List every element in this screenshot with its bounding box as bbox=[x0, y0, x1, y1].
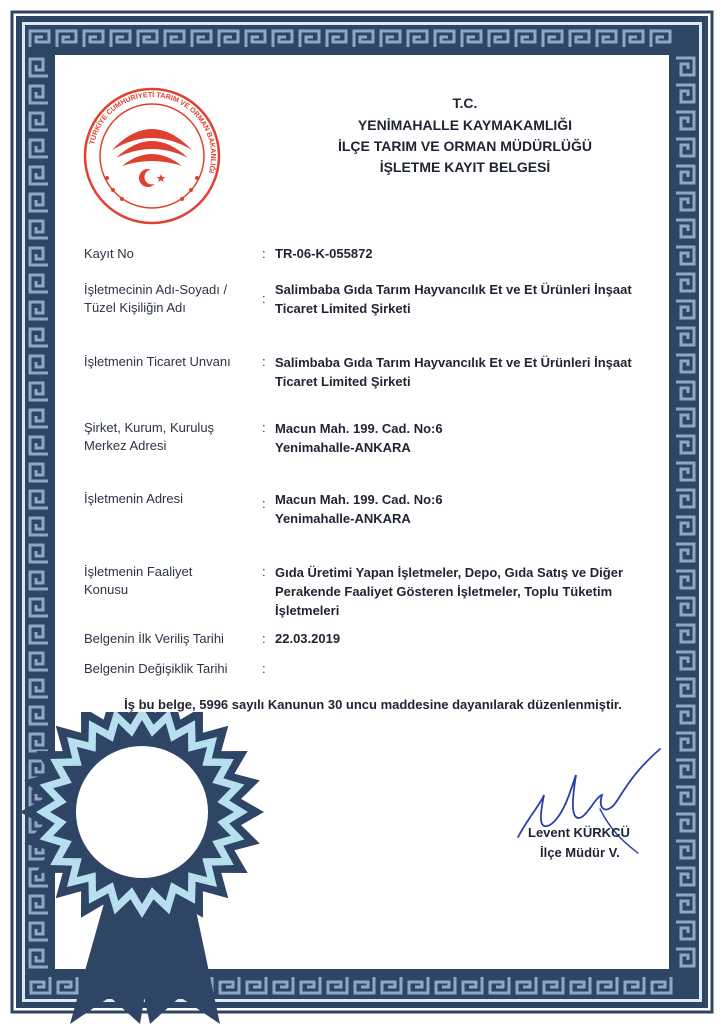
value-operator-name: Salimbaba Gıda Tarım Hayvancılık Et ve Et Ürünleri İnşaat Ticaret Limited Şirketi bbox=[275, 282, 632, 316]
signatory-name: Levent KÜRKCÜ bbox=[528, 825, 630, 840]
header-district: YENİMAHALLE KAYMAKAMLIĞI bbox=[357, 117, 573, 133]
ministry-logo-icon bbox=[82, 86, 222, 226]
label-registration-no: Kayıt No bbox=[84, 246, 134, 261]
colon: : bbox=[262, 291, 266, 306]
colon: : bbox=[262, 354, 266, 369]
header-directorate: İLÇE TARIM VE ORMAN MÜDÜRLÜĞÜ bbox=[337, 138, 593, 154]
logo-ring-text: TÜRKİYE CUMHURİYETİ TARIM VE ORMAN BAKANLIĞI bbox=[87, 89, 219, 175]
label-activity-subject: İşletmenin Faaliyet Konusu bbox=[84, 564, 193, 597]
label-hq-address: Şirket, Kurum, Kuruluş Merkez Adresi bbox=[84, 420, 215, 453]
label-trade-name: İşletmenin Ticaret Unvanı bbox=[84, 354, 231, 369]
signature-icon bbox=[510, 745, 680, 860]
document-title: İŞLETME KAYIT BELGESİ bbox=[379, 159, 551, 175]
label-business-address: İşletmenin Adresi bbox=[84, 491, 183, 506]
header-tc: T.C. bbox=[452, 95, 478, 111]
rosette-seal-icon bbox=[0, 712, 290, 1024]
colon: : bbox=[262, 564, 266, 579]
value-activity-subject: Gıda Üretimi Yapan İşletmeler, Depo, Gıda Satış ve Diğer Perakende Faaliyet Gösteren İşletmeler, Toplu Tüketim İşletmeleri bbox=[275, 565, 624, 618]
colon: : bbox=[262, 631, 266, 646]
signatory-title: İlçe Müdür V. bbox=[540, 845, 620, 860]
value-first-issue-date: 22.03.2019 bbox=[275, 631, 341, 646]
label-first-issue-date: Belgenin İlk Veriliş Tarihi bbox=[84, 631, 224, 646]
colon: : bbox=[262, 661, 266, 676]
colon: : bbox=[262, 496, 266, 511]
value-trade-name: Salimbaba Gıda Tarım Hayvancılık Et ve Et Ürünleri İnşaat Ticaret Limited Şirketi bbox=[275, 355, 632, 389]
legal-note: İş bu belge, 5996 sayılı Kanunun 30 uncu maddesine dayanılarak düzenlenmiştir. bbox=[124, 697, 622, 712]
label-operator-name: İşletmecinin Adı-Soyadı / Tüzel Kişiliğin Adı bbox=[84, 282, 228, 315]
value-business-address: Macun Mah. 199. Cad. No:6 Yenimahalle-ANKARA bbox=[275, 492, 443, 526]
colon: : bbox=[262, 420, 266, 435]
label-change-date: Belgenin Değişiklik Tarihi bbox=[84, 661, 228, 676]
value-hq-address: Macun Mah. 199. Cad. No:6 Yenimahalle-ANKARA bbox=[275, 421, 443, 455]
value-registration-no: TR-06-K-055872 bbox=[275, 246, 373, 261]
colon: : bbox=[262, 246, 266, 261]
